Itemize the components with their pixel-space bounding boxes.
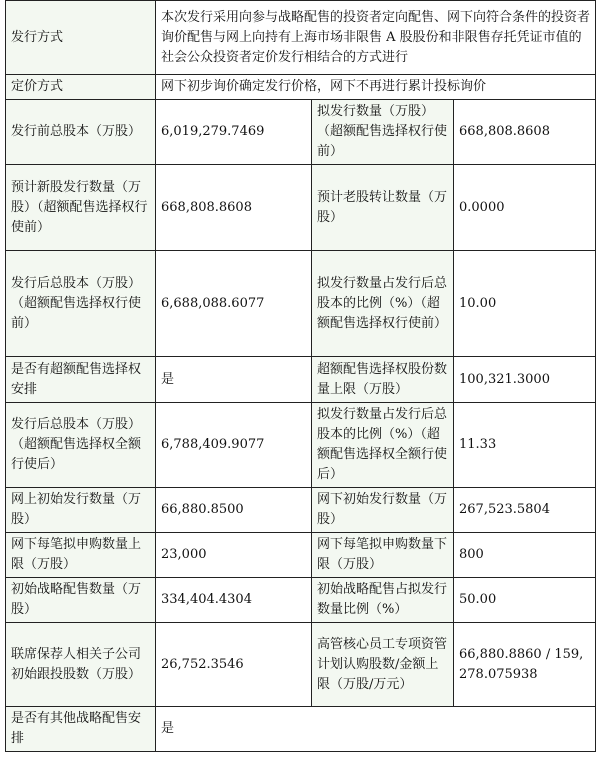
overallotment-option-value: 是 <box>156 357 312 403</box>
initial-strategic-placement-label: 初始战略配售数量（万股） <box>6 578 156 623</box>
issue-ratio-full-exercise-value: 11.33 <box>454 403 596 488</box>
online-initial-issue-value: 66,880.8500 <box>156 488 312 533</box>
planned-issue-quantity-label: 拟发行数量（万股）（超额配售选择权行使前） <box>312 100 454 165</box>
old-shares-transfer-label: 预计老股转让数量（万股） <box>312 165 454 251</box>
table-row <box>6 75 596 100</box>
offline-initial-issue-label: 网下初始发行数量（万股） <box>312 488 454 533</box>
sponsor-coinvestment-value: 26,752.3546 <box>156 623 312 707</box>
pre-issue-total-shares-value: 6,019,279.7469 <box>156 100 312 165</box>
strategic-placement-ratio-value: 50.00 <box>454 578 596 623</box>
planned-issue-quantity-value: 668,808.8608 <box>454 100 596 165</box>
issue-ratio-label: 拟发行数量占发行后总股本的比例（%）（超额配售选择权行使前） <box>312 251 454 357</box>
table-row <box>6 165 596 251</box>
post-issue-total-shares-label: 发行后总股本（万股）（超额配售选择权行使前） <box>6 251 156 357</box>
table-row <box>6 403 596 488</box>
issue-ratio-value: 10.00 <box>454 251 596 357</box>
issuance-info-table <box>5 0 596 752</box>
other-strategic-placement-label: 是否有其他战略配售安排 <box>6 707 156 752</box>
table-row <box>6 100 596 165</box>
table-row <box>6 251 596 357</box>
offline-subscription-max-label: 网下每笔拟申购数量上限（万股） <box>6 533 156 578</box>
table-row <box>6 533 596 578</box>
overallotment-cap-value: 100,321.3000 <box>454 357 596 403</box>
offline-subscription-min-label: 网下每笔拟申购数量下限（万股） <box>312 533 454 578</box>
offline-initial-issue-value: 267,523.5804 <box>454 488 596 533</box>
table-row <box>6 623 596 707</box>
new-shares-quantity-label: 预计新股发行数量（万股）（超额配售选择权行使前） <box>6 165 156 251</box>
table-row <box>6 357 596 403</box>
strategic-placement-ratio-label: 初始战略配售占拟发行数量比例（%） <box>312 578 454 623</box>
employee-asset-plan-label: 高管核心员工专项资管计划认购股数/金额上限（万股/万元） <box>312 623 454 707</box>
other-strategic-placement-value: 是 <box>156 707 596 752</box>
overallotment-cap-label: 超额配售选择权股份数量上限（万股） <box>312 357 454 403</box>
issue-ratio-full-exercise-label: 拟发行数量占发行后总股本的比例（%）（超额配售选择权全额行使后） <box>312 403 454 488</box>
overallotment-option-label: 是否有超额配售选择权安排 <box>6 357 156 403</box>
post-issue-full-exercise-label: 发行后总股本（万股）（超额配售选择权全额行使后） <box>6 403 156 488</box>
pre-issue-total-shares-label: 发行前总股本（万股） <box>6 100 156 165</box>
offline-subscription-min-value: 800 <box>454 533 596 578</box>
post-issue-total-shares-value: 6,688,088.6077 <box>156 251 312 357</box>
online-initial-issue-label: 网上初始发行数量（万股） <box>6 488 156 533</box>
new-shares-quantity-value: 668,808.8608 <box>156 165 312 251</box>
table-row <box>6 1 596 75</box>
table-row <box>6 578 596 623</box>
post-issue-full-exercise-value: 6,788,409.9077 <box>156 403 312 488</box>
pricing-method-value: 网下初步询价确定发行价格，网下不再进行累计投标询价 <box>156 75 596 100</box>
table-row <box>6 707 596 752</box>
issue-method-value: 本次发行采用向参与战略配售的投资者定向配售、网下向符合条件的投资者询价配售与网上向持有上海市场非限售 A 股股份和非限售存托凭证市值的社会公众投资者定价发行相结合的方式进行 <box>156 1 596 75</box>
sponsor-coinvestment-label: 联席保荐人相关子公司初始跟投股数（万股） <box>6 623 156 707</box>
offline-subscription-max-value: 23,000 <box>156 533 312 578</box>
issue-method-label: 发行方式 <box>6 1 156 75</box>
old-shares-transfer-value: 0.0000 <box>454 165 596 251</box>
employee-asset-plan-value: 66,880.8860 / 159,278.075938 <box>454 623 596 707</box>
pricing-method-label: 定价方式 <box>6 75 156 100</box>
initial-strategic-placement-value: 334,404.4304 <box>156 578 312 623</box>
table-row <box>6 488 596 533</box>
